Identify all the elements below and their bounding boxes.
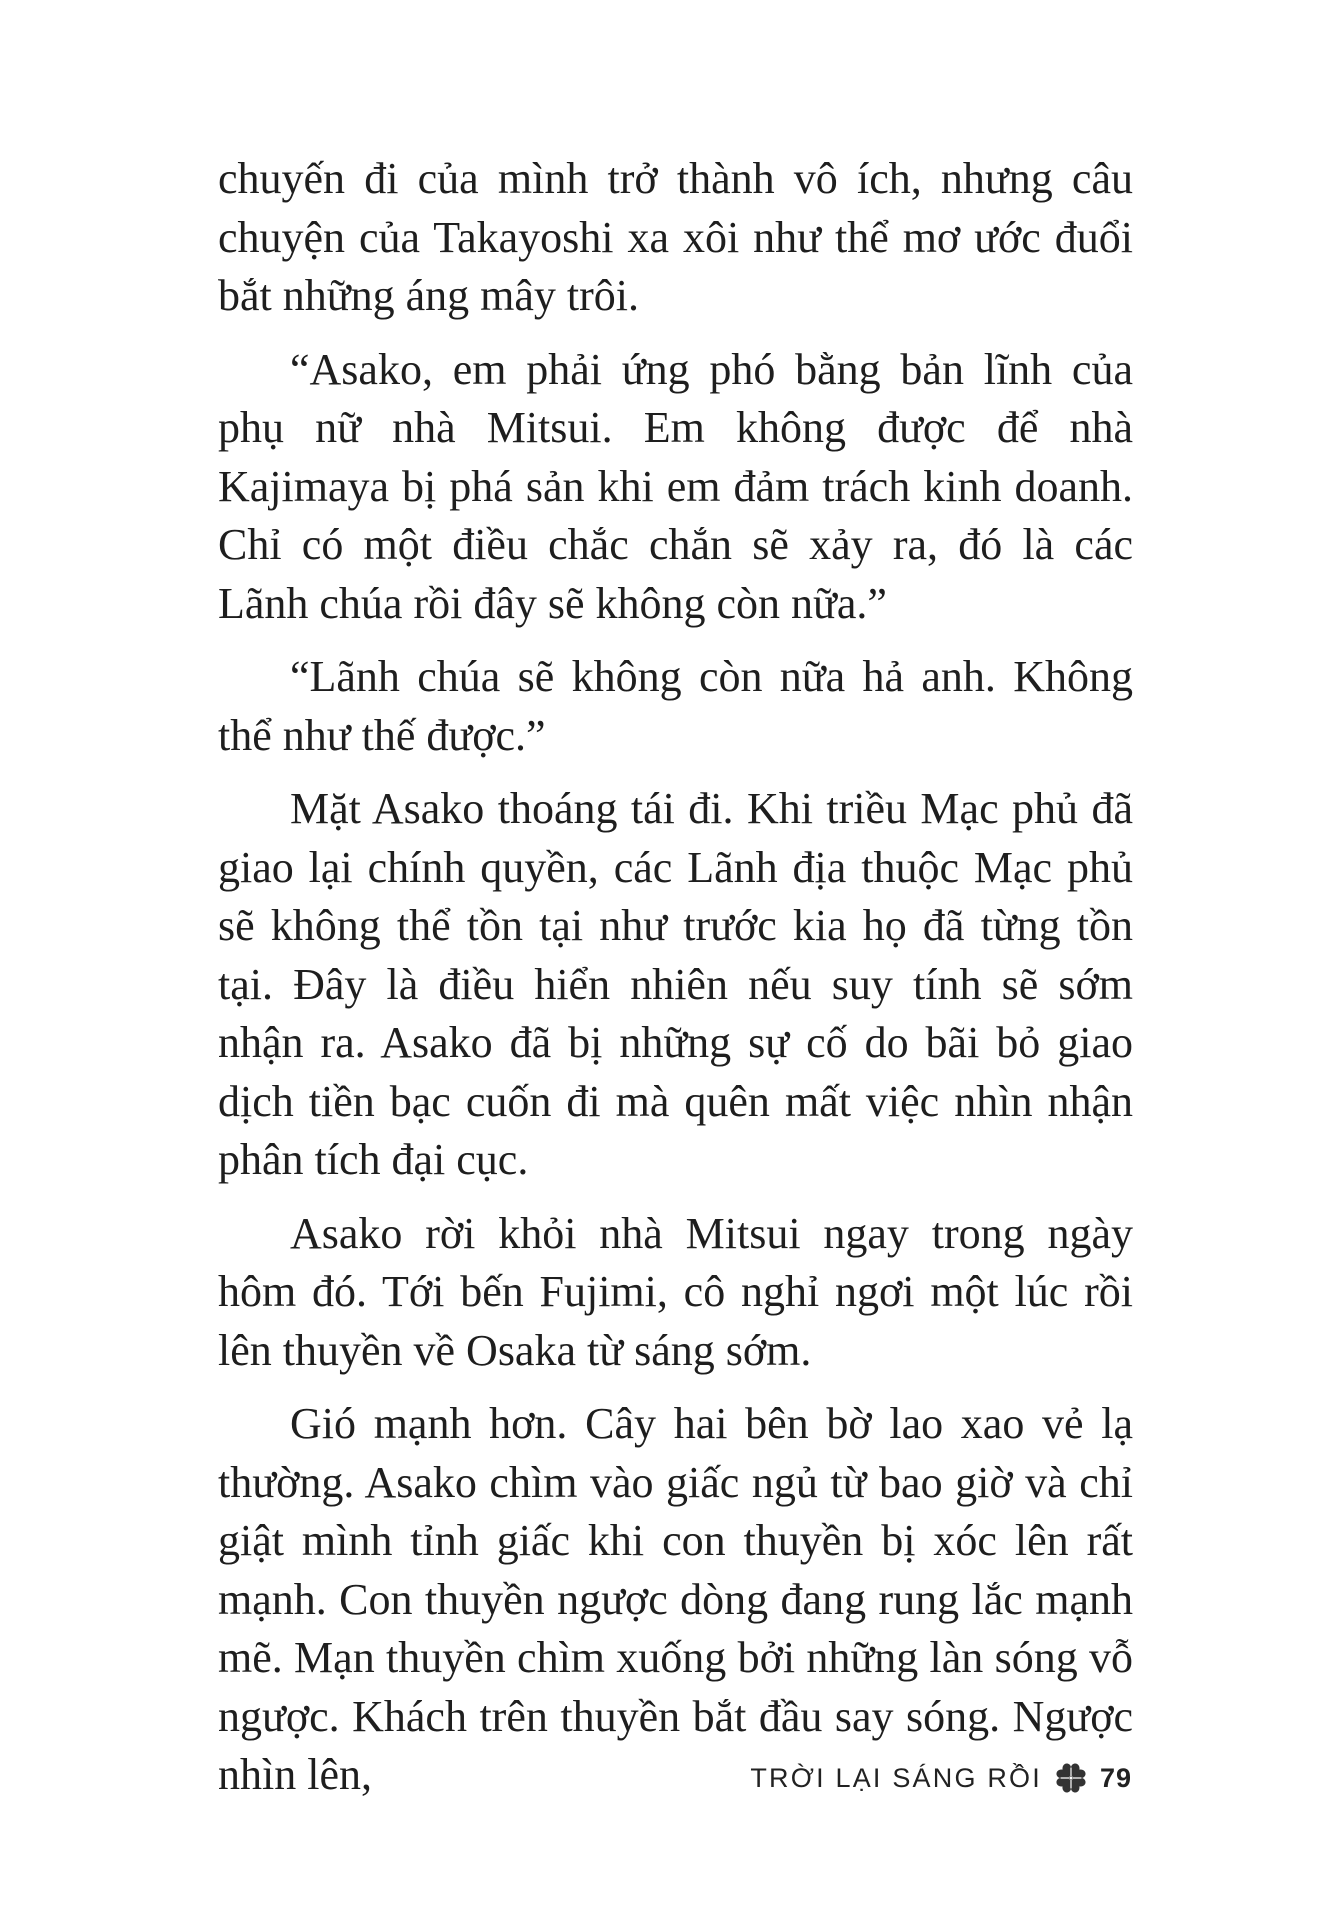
page-body [218,150,1133,1805]
paragraph-dialogue-asako: “Lãnh chúa sẽ không còn nữa hả anh. Không thể như thế được.” [218,652,1133,760]
paragraph-continuation: chuyến đi của mình trở thành vô ích, nhưng câu chuyện của Takayoshi xa xôi như thể mơ ước đuổi bắt những áng mây trôi. [218,154,1133,320]
paragraph-dialogue-takayoshi: “Asako, em phải ứng phó bằng bản lĩnh của phụ nữ nhà Mitsui. Em không được để nhà Kajimaya bị phá sản khi em đảm trách kinh doanh. Chỉ có một điều chắc chắn sẽ xảy ra, đó là các Lãnh chúa rồi đây sẽ không còn nữa.” [218,344,1133,628]
paragraph-narration-1: Mặt Asako thoáng tái đi. Khi triều Mạc phủ đã giao lại chính quyền, các Lãnh địa thuộc Mạc phủ sẽ không thể tồn tại như trước kia họ đã từng tồn tại. Đây là điều hiển nhiên nếu suy tính sẽ sớm nhận ra. Asako đã bị những sự cố do bãi bỏ giao dịch tiền bạc cuốn đi mà quên mất việc nhìn nhận phân tích đại cục. [218,784,1133,1184]
running-title: TRỜI LẠI SÁNG RỒI [750,1762,1042,1793]
clover-icon [1052,1759,1090,1797]
page-number: 79 [1099,1762,1132,1793]
page-footer [750,1758,1132,1798]
paragraph-narration-3: Gió mạnh hơn. Cây hai bên bờ lao xao vẻ lạ thường. Asako chìm vào giấc ngủ từ bao giờ và chỉ giật mình tỉnh giấc khi con thuyền bị xóc lên rất mạnh. Con thuyền ngược dòng đang rung lắc mạnh mẽ. Mạn thuyền chìm xuống bởi những làn sóng vỗ ngược. Khách trên thuyền bắt đầu say sóng. Ngược nhìn lên, [218,1399,1133,1799]
paragraph-narration-2: Asako rời khỏi nhà Mitsui ngay trong ngày hôm đó. Tới bến Fujimi, cô nghỉ ngơi một lúc rồi lên thuyền về Osaka từ sáng sớm. [218,1208,1133,1375]
